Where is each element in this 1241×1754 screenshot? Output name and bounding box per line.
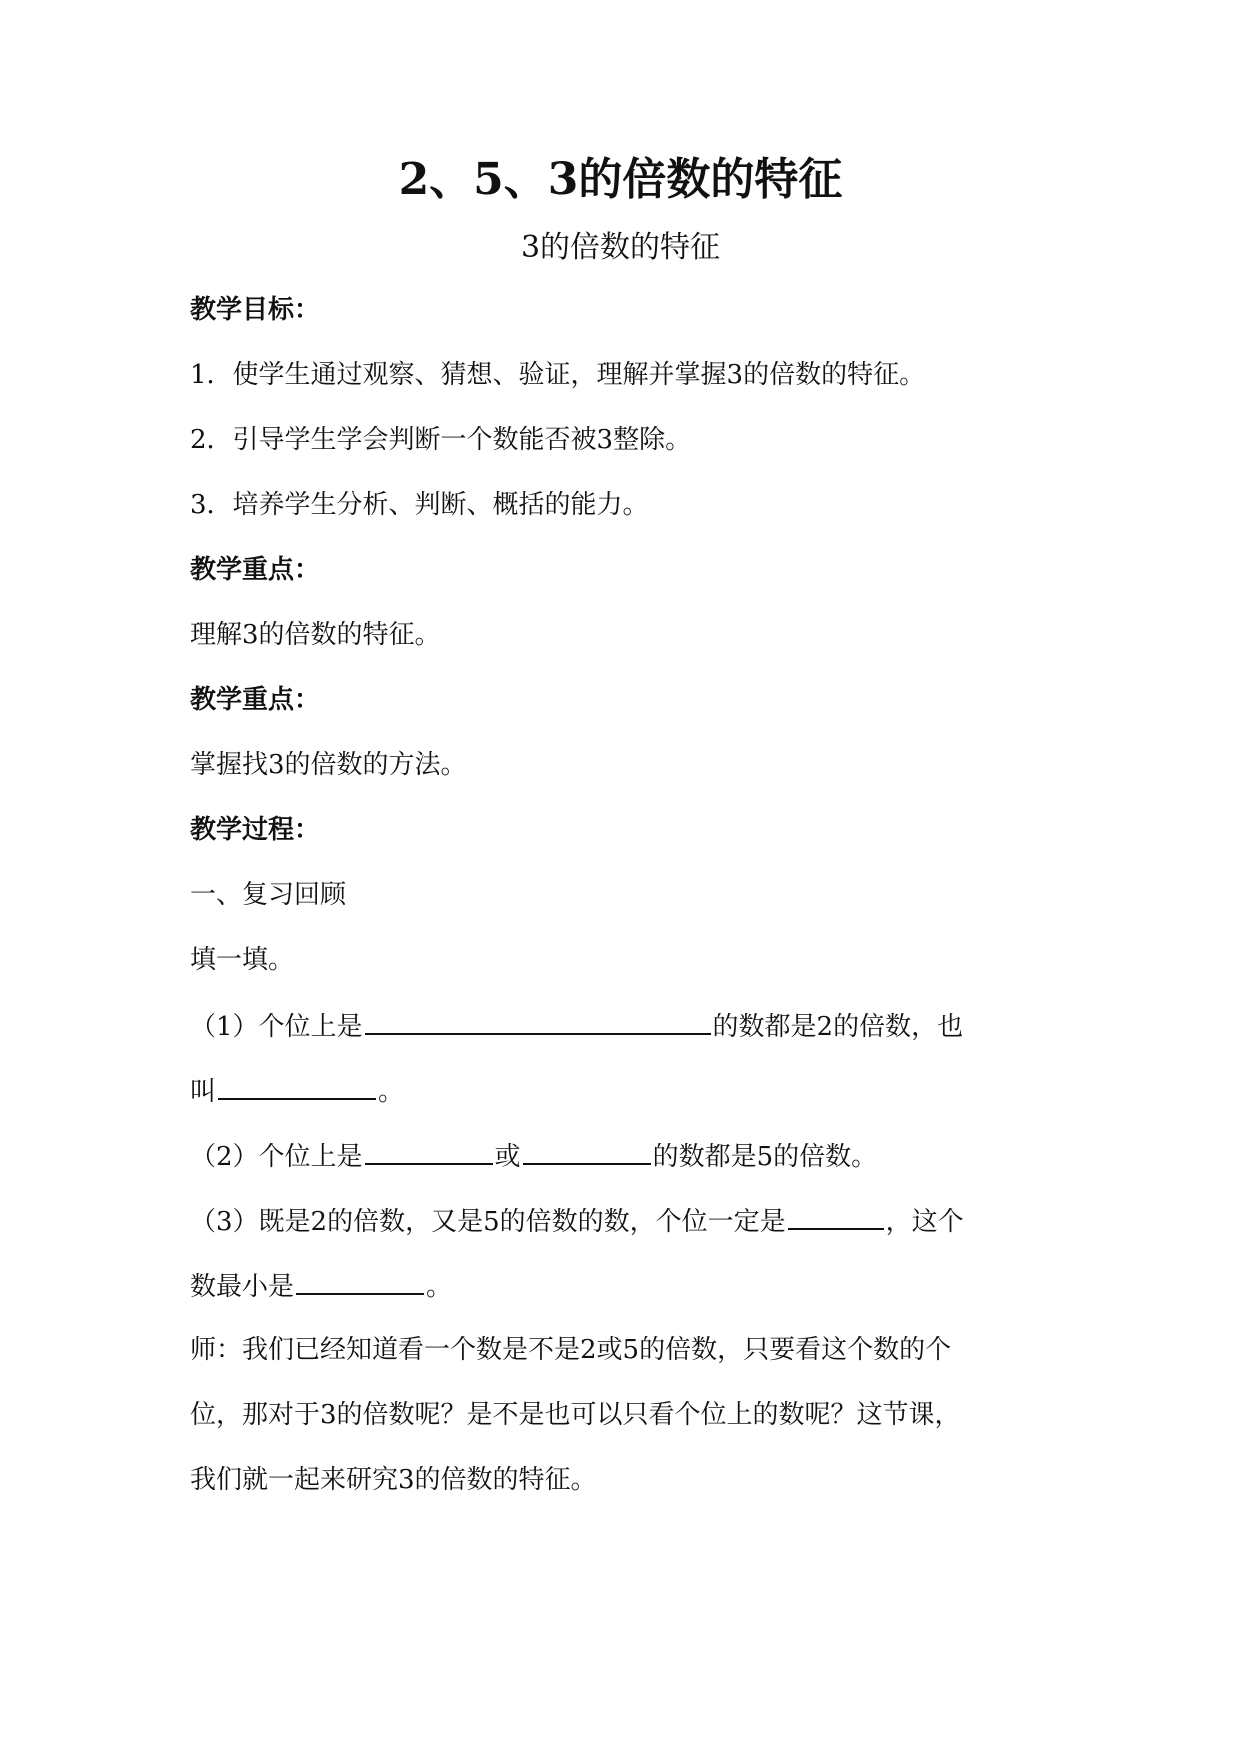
question-2-part-a: （2）个位上是 <box>190 1142 363 1172</box>
fill-instruction: 填一填。 <box>190 945 295 975</box>
question-3-part-a: （3）既是2的倍数，又是5的倍数的数，个位一定是 <box>190 1207 786 1237</box>
page-title: 2、5、3的倍数的特征 <box>398 154 843 205</box>
question-3 <box>190 1202 964 1240</box>
objectives-heading: 教学目标： <box>190 295 321 325</box>
answer-blank[interactable] <box>365 1137 493 1165</box>
teacher-line: 我们就一起来研究3的倍数的特征。 <box>190 1465 597 1495</box>
question-1-continued <box>190 1072 404 1110</box>
question-1-part-a: （1）个位上是 <box>190 1012 363 1042</box>
process-heading: 教学过程： <box>190 815 321 845</box>
question-3-part-b: ，这个 <box>885 1207 964 1237</box>
answer-blank[interactable] <box>365 1007 711 1035</box>
question-2-part-c: 的数都是5的倍数。 <box>652 1142 878 1172</box>
teacher-line: 位，那对于3的倍数呢？是不是也可以只看个位上的数呢？这节课， <box>190 1400 961 1430</box>
objective-item: 1．使学生通过观察、猜想、验证，理解并掌握3的倍数的特征。 <box>190 360 926 390</box>
question-3-part-c: 数最小是 <box>190 1272 295 1302</box>
difficult-points-heading: 教学重点： <box>190 685 321 715</box>
question-2-part-b: 或 <box>494 1142 521 1172</box>
question-1 <box>190 1007 963 1045</box>
key-points-heading: 教学重点： <box>190 555 321 585</box>
answer-blank[interactable] <box>788 1202 884 1230</box>
question-3-part-d: 。 <box>426 1272 453 1302</box>
objective-item: 2．引导学生学会判断一个数能否被3整除。 <box>190 425 692 455</box>
question-2 <box>190 1137 877 1175</box>
section-review-heading: 一、复习回顾 <box>190 880 347 910</box>
answer-blank[interactable] <box>296 1267 424 1295</box>
teacher-line: 师：我们已经知道看一个数是不是2或5的倍数，只要看这个数的个 <box>190 1335 952 1365</box>
question-3-continued <box>190 1267 452 1305</box>
objective-item: 3．培养学生分析、判断、概括的能力。 <box>190 490 649 520</box>
question-1-part-b: 的数都是2的倍数，也 <box>712 1012 964 1042</box>
question-1-part-d: 。 <box>378 1077 405 1107</box>
key-points-text: 理解3的倍数的特征。 <box>190 620 441 650</box>
page-subtitle: 3的倍数的特征 <box>520 230 721 265</box>
answer-blank[interactable] <box>523 1137 651 1165</box>
answer-blank[interactable] <box>218 1072 376 1100</box>
question-1-part-c: 叫 <box>190 1077 217 1107</box>
difficult-points-text: 掌握找3的倍数的方法。 <box>190 750 467 780</box>
